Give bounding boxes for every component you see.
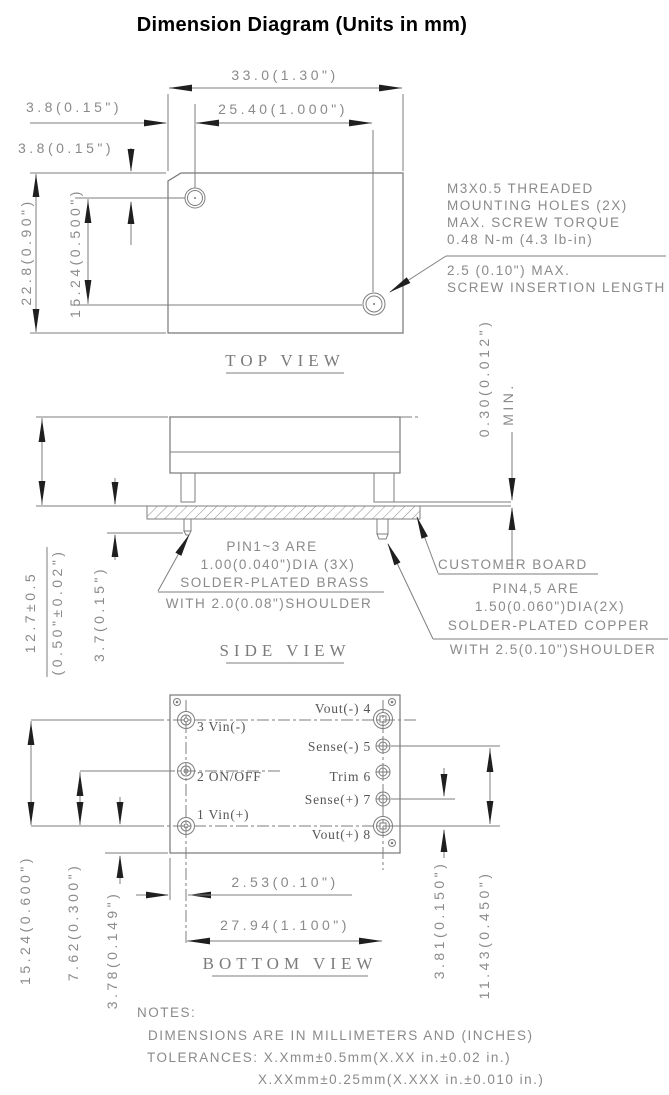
mounting-hole-2 (363, 293, 385, 315)
customer-board-section (36, 502, 511, 519)
bottom-view (17, 695, 500, 1009)
dim-pin-to-edge (136, 858, 352, 900)
dim-hole-offset-x (26, 99, 166, 123)
top-view-label: TOP VIEW (225, 351, 345, 370)
side-view (22, 319, 668, 677)
dim-hole-spacing-x (195, 101, 373, 292)
dim-module-height-mm-label: 12.7±0.5 (22, 570, 38, 654)
side-view-module-body (148, 417, 421, 502)
dim-top-height-label: 22.8(0.90") (18, 198, 34, 306)
notes-line-2: TOLERANCES: X.Xmm±0.5mm(X.XX in.±0.02 in.) (147, 1050, 512, 1065)
dim-out-span-label: 11.43(0.450") (476, 870, 492, 1000)
dim-top-width-label: 33.0(1.30") (231, 67, 339, 83)
dim-module-height-in-label: (0.50"±0.02") (49, 548, 65, 676)
pin13-note (158, 535, 384, 611)
notes-heading: NOTES: (137, 1005, 197, 1020)
notes-block (137, 1005, 544, 1087)
dim-sense-out (391, 768, 455, 979)
bottom-view-caption (203, 954, 378, 976)
mounting-note-line-3: MAX. SCREW TORQUE (447, 215, 621, 230)
pin45-note-line-3: SOLDER-PLATED COPPER (447, 618, 651, 633)
notes-line-3: X.XXmm±0.25mm(X.XXX in.±0.010 in.) (258, 1072, 545, 1087)
pin-5 (376, 739, 390, 753)
dim-top-height (18, 173, 166, 333)
dim-sense-out-label: 3.81(0.150") (431, 860, 447, 980)
customer-board-label: CUSTOMER BOARD (438, 557, 588, 572)
mounting-note-line-4: 0.48 N-m (4.3 lb-in) (447, 232, 594, 247)
pin-1-label: 1 Vin(+) (197, 807, 250, 822)
pin13-note-line-1: PIN1~3 ARE (226, 539, 318, 554)
side-view-pins (184, 519, 388, 539)
customer-board-note (417, 517, 598, 574)
pin45-note-line-2: 1.50(0.060")DIA(2X) (474, 599, 626, 614)
pin-6-label: Trim 6 (329, 769, 371, 784)
dim-row-span-label: 15.24(0.600") (17, 855, 33, 985)
pin13-note-line-2: 1.00(0.040")DIA (3X) (200, 557, 356, 572)
pin-8-label: Vout(+) 8 (311, 827, 371, 842)
dim-pin-span-x-label: 27.94(1.100") (220, 917, 350, 933)
pin45-note-line-4: WITH 2.5(0.10")SHOULDER (449, 642, 657, 657)
top-view-caption (225, 351, 345, 373)
notes-line-1: DIMENSIONS ARE IN MILLIMETERS AND (INCHES) (148, 1028, 534, 1043)
dim-pin1-to-edge-label: 3.78(0.149") (104, 890, 120, 1010)
top-view (18, 67, 666, 373)
mounting-note-line-1: M3X0.5 THREADED (447, 181, 594, 196)
dim-standoff-min-label: MIN. (500, 382, 516, 426)
dim-pin-length-label: 3.7(0.15") (91, 565, 107, 663)
mounting-hole-1 (185, 188, 205, 208)
dim-standoff (476, 319, 516, 568)
insertion-note-line-2: SCREW INSERTION LENGTH (447, 280, 666, 295)
bottom-view-label: BOTTOM VIEW (202, 954, 378, 973)
pin-7-label: Sense(+) 7 (304, 792, 371, 807)
mounting-note-line-2: MOUNTING HOLES (2X) (447, 198, 628, 213)
pin-5-label: Sense(-) 5 (307, 739, 371, 754)
dim-pin1-to-edge (104, 797, 168, 1009)
page-title: Dimension Diagram (Units in mm) (136, 14, 468, 36)
dim-row-half-label: 7.62(0.300") (65, 862, 81, 982)
insertion-note-line-1: 2.5 (0.10") MAX. (447, 263, 571, 278)
pin-7 (376, 792, 390, 806)
dim-hole-spacing-y-label: 15.24(0.500") (67, 188, 83, 318)
dim-pin-span-x (187, 917, 382, 941)
pin13-note-line-3: SOLDER-PLATED BRASS (180, 575, 370, 590)
dim-hole-spacing-x-label: 25.40(1.000") (218, 101, 348, 117)
pin-labels (197, 701, 371, 842)
pin-6 (376, 765, 390, 779)
pin-4-label: Vout(-) 4 (314, 701, 371, 716)
dim-row-span (17, 720, 152, 985)
side-view-caption (219, 641, 350, 663)
dim-hole-spacing-y (67, 188, 362, 318)
dim-top-width (168, 67, 403, 171)
dim-hole-offset-y-label: 3.8(0.15") (17, 140, 115, 156)
pin45-note-line-1: PIN4,5 ARE (492, 581, 580, 596)
pin-3-label: 3 Vin(-) (197, 719, 247, 734)
pin-2-label: 2 ON/OFF (197, 769, 262, 784)
pin13-note-line-4: WITH 2.0(0.08")SHOULDER (165, 596, 373, 611)
side-view-label: SIDE VIEW (219, 641, 351, 660)
pin-4 (374, 710, 393, 729)
dim-pin-to-edge-label: 2.53(0.10") (231, 874, 339, 890)
dim-standoff-label: 0.30(0.012") (476, 318, 492, 438)
mounting-hole-note (447, 181, 666, 295)
dim-hole-offset-x-label: 3.8(0.15") (25, 99, 123, 115)
